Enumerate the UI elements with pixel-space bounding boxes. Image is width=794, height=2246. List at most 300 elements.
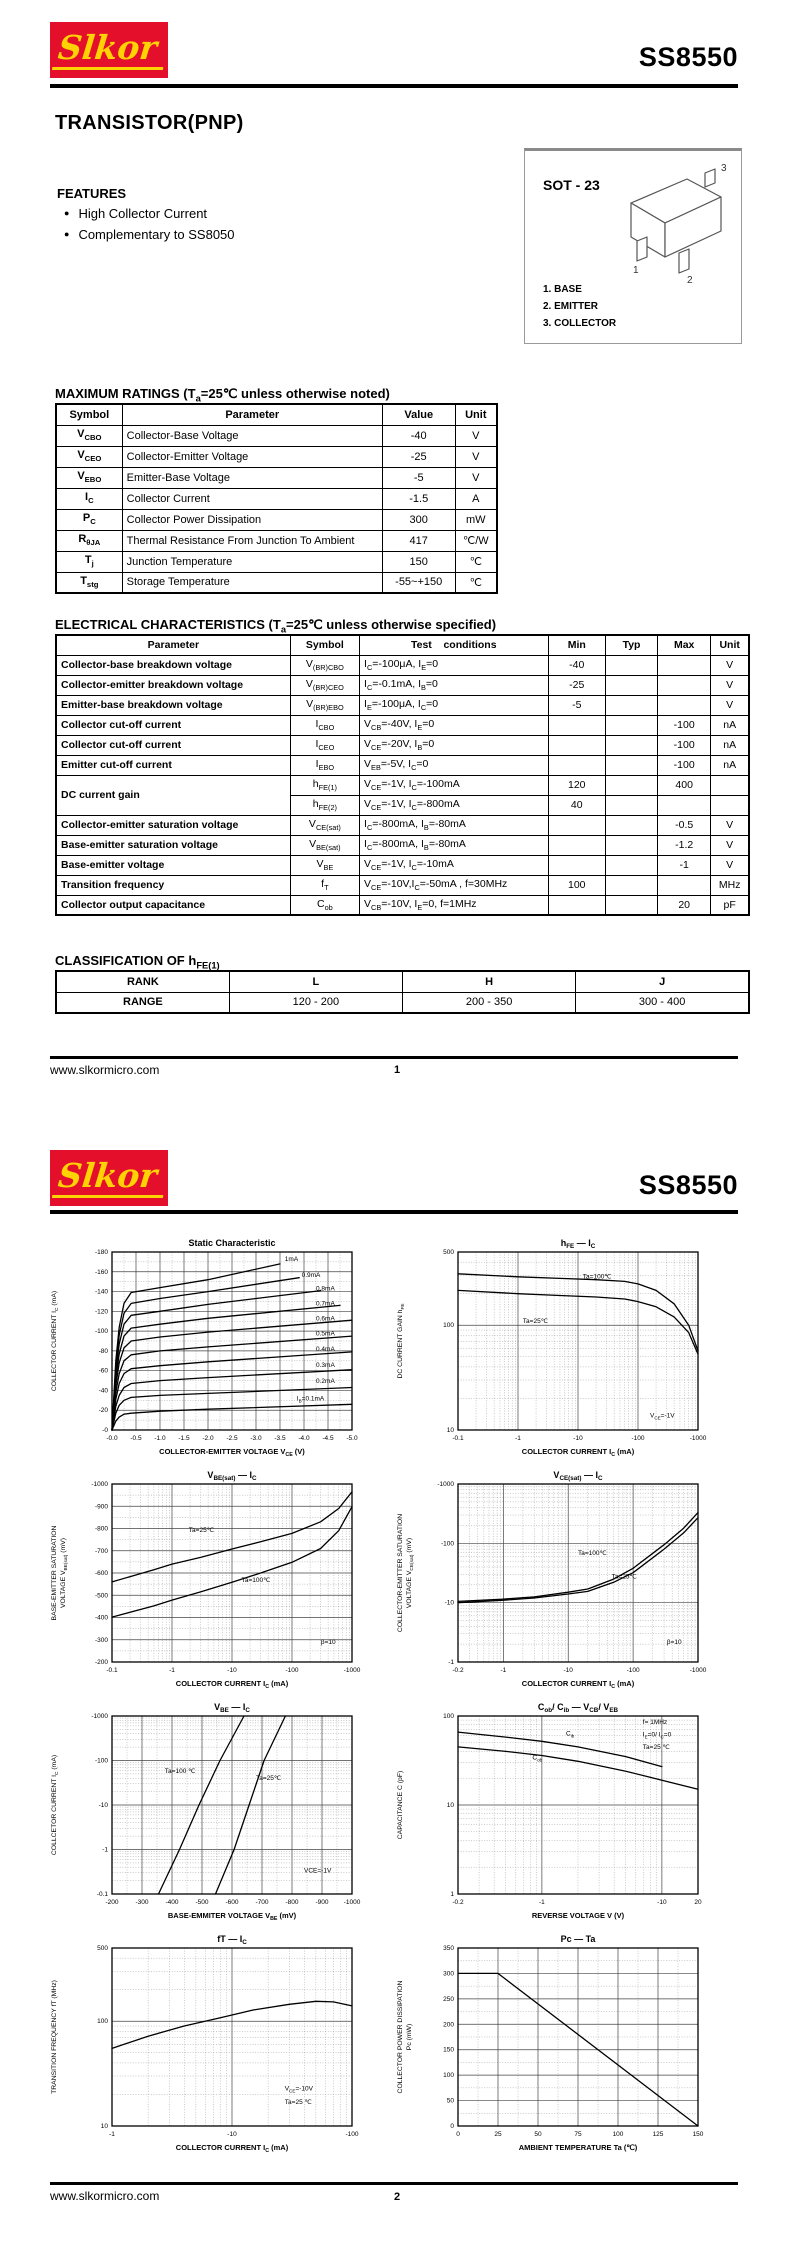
svg-text:-300: -300 — [94, 1636, 108, 1644]
table-row — [56, 655, 749, 675]
svg-text:1mA: 1mA — [284, 1255, 299, 1263]
svg-text:-100: -100 — [94, 1757, 108, 1765]
table-cell: $V_{CEO}$ — [56, 446, 122, 467]
page-number: 1 — [393, 1064, 401, 1076]
svg-text:-4.5: -4.5 — [322, 1435, 334, 1442]
table-cell: $V_{BE(sat)}$ — [290, 835, 359, 855]
table-cell: $I_C=-0.1mA$, $I_B=0$ — [360, 675, 548, 695]
table-row — [56, 835, 749, 855]
table-cell: Collector-Base Voltage — [122, 425, 382, 446]
pin-number-1: 1 — [633, 265, 639, 276]
svg-text:-0.1: -0.1 — [96, 1891, 108, 1898]
table-cell: 150 — [382, 551, 455, 572]
classification-title: CLASSIFICATION OF $h_{FE(1)}$ — [55, 953, 220, 971]
table-cell: $P_C$ — [56, 509, 122, 530]
svg-text:25: 25 — [494, 2131, 502, 2138]
chart-vcesat-ic-svg — [392, 1468, 722, 1698]
svg-text:75: 75 — [574, 2131, 582, 2138]
svg-text:-180: -180 — [94, 1249, 108, 1256]
table-cell: Collector cut-off current — [56, 715, 290, 735]
table-cell: Base-emitter voltage — [56, 855, 290, 875]
svg-text:COLLECTOR-EMITTER VOLTAGE VC: COLLECTOR-EMITTER VOLTAGE $V_{CE}$ (V) — [159, 1447, 305, 1458]
svg-text:50: 50 — [534, 2131, 542, 2138]
svg-text:0: 0 — [450, 2123, 454, 2130]
svg-text:Pc — Ta: Pc — Ta — [560, 1934, 596, 1944]
elec-characteristics-table — [55, 634, 750, 916]
svg-text:β=10: β=10 — [320, 1639, 336, 1647]
slkor-logo — [50, 1150, 168, 1206]
table-cell: -40 — [382, 425, 455, 446]
svg-text:-0.2: -0.2 — [452, 1667, 464, 1674]
footer-url: www.slkormicro.com — [50, 1063, 160, 1077]
table-cell — [658, 795, 711, 815]
feature-text: Complementary to SS8050 — [78, 227, 235, 242]
table-cell: $V_{CE}=-1V$, $I_C=-100mA$ — [360, 775, 548, 795]
table-cell: Collector-emitter breakdown voltage — [56, 675, 290, 695]
sot23-package-drawing — [609, 159, 739, 285]
table-cell: Emitter-base breakdown voltage — [56, 695, 290, 715]
table-cell: $V_{CBO}$ — [56, 425, 122, 446]
table-cell: -25 — [548, 675, 606, 695]
column-header: Unit — [711, 635, 749, 655]
table-row — [56, 530, 497, 551]
table-cell — [711, 795, 749, 815]
svg-text:TRANSITION FREQUENCY fT (M: TRANSITION FREQUENCY fT (MHz) — [51, 1980, 58, 2094]
table-row — [56, 467, 497, 488]
feature-item — [64, 227, 235, 242]
svg-text:BASE-EMITTER SATURATION: BASE-EMITTER SATURATION — [51, 1525, 58, 1621]
table-cell: 120 - 200 — [229, 992, 402, 1013]
svg-text:0.5mA: 0.5mA — [316, 1330, 335, 1338]
svg-text:-500: -500 — [94, 1592, 108, 1600]
svg-text:-160: -160 — [94, 1268, 108, 1276]
chart-static-characteristic-svg — [46, 1236, 376, 1466]
table-cell: nA — [711, 735, 749, 755]
svg-text:-0.0: -0.0 — [106, 1435, 118, 1442]
bullet-icon: ● — [64, 208, 70, 218]
bullet-icon: ● — [64, 229, 70, 239]
svg-text:-3.0: -3.0 — [250, 1435, 262, 1442]
table-cell: MHz — [711, 875, 749, 895]
svg-text:150: 150 — [692, 2131, 704, 2138]
svg-text:-800: -800 — [285, 1899, 299, 1906]
svg-text:-20: -20 — [98, 1407, 108, 1415]
table-cell: Collector-emitter saturation voltage — [56, 815, 290, 835]
svg-text:REVERSE VOLTAGE V (V): REVERSE VOLTAGE V (V) — [531, 1911, 625, 1920]
svg-text:-700: -700 — [255, 1899, 269, 1906]
table-cell: V — [455, 446, 497, 467]
svg-text:-2.0: -2.0 — [202, 1435, 214, 1442]
table-cell: $I_{CEO}$ — [290, 735, 359, 755]
table-cell: $I_{EBO}$ — [290, 755, 359, 775]
svg-text:150: 150 — [443, 2046, 454, 2054]
svg-text:-10: -10 — [227, 2131, 237, 2138]
svg-text:-100: -100 — [440, 1540, 454, 1548]
table-cell: RANGE — [56, 992, 229, 1013]
svg-text:10: 10 — [446, 1802, 454, 1809]
svg-text:Cob/ Cib — VCB/ VEB: $C_{ob}/$ $C_{ib}$ — $V_{CB}/$ $V_{EB}$ — [537, 1702, 619, 1714]
table-cell: 300 - 400 — [576, 992, 749, 1013]
column-header: Symbol — [56, 404, 122, 425]
svg-text:100: 100 — [612, 2131, 624, 2138]
table-cell: $V_{(BR)CBO}$ — [290, 655, 359, 675]
svg-text:300: 300 — [443, 1970, 454, 1978]
table-cell: -5 — [382, 467, 455, 488]
svg-text:hFE — IC: $h_{FE}$ — $I_C$ — [560, 1238, 596, 1250]
svg-text:COLLECTOR POWER DISSIPATION: COLLECTOR POWER DISSIPATION — [397, 1980, 404, 2094]
max-ratings-table — [55, 403, 498, 594]
svg-text:-800: -800 — [94, 1525, 108, 1533]
svg-text:-200: -200 — [105, 1899, 119, 1906]
table-cell — [606, 735, 658, 755]
svg-text:-1.5: -1.5 — [178, 1435, 190, 1442]
svg-text:0.3mA: 0.3mA — [316, 1361, 335, 1369]
table-cell: $I_E=-100\mu A$, $I_C=0$ — [360, 695, 548, 715]
column-header: Value — [382, 404, 455, 425]
table-row — [56, 715, 749, 735]
svg-text:50: 50 — [446, 2097, 454, 2105]
table-cell: Collector cut-off current — [56, 735, 290, 755]
svg-text:-1000: -1000 — [91, 1481, 108, 1488]
pin-label: 1. BASE — [543, 284, 582, 295]
table-cell — [606, 675, 658, 695]
svg-text:0: 0 — [456, 2131, 460, 2138]
table-cell: $V_{BE}$ — [290, 855, 359, 875]
table-cell — [548, 715, 606, 735]
table-cell: -5 — [548, 695, 606, 715]
table-cell — [658, 875, 711, 895]
table-cell: $C_{ob}$ — [290, 895, 359, 915]
table-cell: Emitter-Base Voltage — [122, 467, 382, 488]
svg-text:-0.2: -0.2 — [452, 1899, 464, 1906]
table-cell: Junction Temperature — [122, 551, 382, 572]
svg-text:Static Characteristic: Static Characteristic — [188, 1238, 276, 1248]
svg-text:0.6mA: 0.6mA — [316, 1315, 335, 1323]
column-header: RANK — [56, 971, 229, 992]
table-cell: V — [711, 695, 749, 715]
features-heading: FEATURES — [57, 186, 127, 201]
table-cell — [606, 775, 658, 795]
svg-text:-1: -1 — [448, 1659, 454, 1666]
svg-text:100: 100 — [443, 1713, 454, 1720]
table-cell — [658, 655, 711, 675]
svg-text:Ta=100℃: Ta=100℃ — [578, 1550, 607, 1558]
table-cell: Thermal Resistance From Junction To Ambient — [122, 530, 382, 551]
svg-text:-1: -1 — [500, 1667, 507, 1674]
svg-text:0.2mA: 0.2mA — [316, 1377, 335, 1385]
svg-text:125: 125 — [652, 2131, 664, 2138]
table-cell: V — [711, 835, 749, 855]
table-row — [56, 775, 749, 795]
svg-text:Ta=25℃: Ta=25℃ — [522, 1318, 549, 1326]
svg-text:0.8mA: 0.8mA — [316, 1285, 335, 1293]
table-cell: ℃/W — [455, 530, 497, 551]
table-cell: $R_{\theta JA}$ — [56, 530, 122, 551]
table-cell: $I_C=-100\mu A$, $I_E=0$ — [360, 655, 548, 675]
column-header: Typ — [606, 635, 658, 655]
svg-text:10: 10 — [100, 2123, 108, 2130]
column-header: Max — [658, 635, 711, 655]
table-cell: V — [455, 425, 497, 446]
table-cell: Collector-Emitter Voltage — [122, 446, 382, 467]
svg-text:Ta=25 ℃: Ta=25 ℃ — [284, 2098, 312, 2106]
svg-text:-600: -600 — [94, 1570, 108, 1577]
svg-text:-1000: -1000 — [689, 1667, 707, 1674]
table-cell: -1.2 — [658, 835, 711, 855]
part-number: SS8550 — [638, 1170, 738, 1200]
svg-text:250: 250 — [443, 1995, 454, 2003]
pin-number-2: 2 — [687, 275, 693, 285]
doc-title: TRANSISTOR(PNP) — [55, 112, 244, 134]
table-cell: 120 — [548, 775, 606, 795]
package-name: SOT - 23 — [543, 177, 600, 193]
svg-text:VCE=-1V: VCE=-1V — [304, 1867, 332, 1875]
chart-vbesat-ic-svg — [46, 1468, 376, 1698]
svg-text:VOLTAGE VBE(sat) (mV): VOLTAGE $V_{BE(sat)}$ (mV) — [60, 1538, 69, 1608]
svg-text:100: 100 — [97, 2018, 108, 2026]
footer-rule — [50, 1056, 738, 1059]
table-cell: V — [455, 467, 497, 488]
svg-text:Cob: $C_{ob}$ — [532, 1754, 543, 1763]
table-cell — [606, 875, 658, 895]
svg-text:1: 1 — [450, 1891, 454, 1898]
svg-text:-1: -1 — [515, 1435, 521, 1442]
table-cell: Collector Current — [122, 488, 382, 509]
chart-ft-vs-ic — [46, 1932, 376, 2162]
table-cell: nA — [711, 755, 749, 775]
table-cell: $I_C$ — [56, 488, 122, 509]
svg-text:-0: -0 — [102, 1427, 108, 1434]
pin-list — [543, 281, 616, 332]
table-cell — [548, 855, 606, 875]
table-row — [56, 551, 497, 572]
table-cell — [606, 715, 658, 735]
svg-text:-10: -10 — [563, 1667, 573, 1674]
chart-vbe-vs-ic — [46, 1700, 376, 1930]
svg-text:-1: -1 — [169, 1667, 175, 1674]
table-cell: Collector Power Dissipation — [122, 509, 382, 530]
svg-text:-1: -1 — [538, 1899, 545, 1906]
column-header: H — [403, 971, 576, 992]
svg-text:100: 100 — [443, 2072, 454, 2080]
table-cell — [606, 855, 658, 875]
svg-text:VBE — IC: $V_{BE}$ — $I_C$ — [214, 1702, 250, 1714]
svg-text:-500: -500 — [195, 1899, 209, 1906]
table-cell: $T_{stg}$ — [56, 572, 122, 593]
brand-text: Slkor — [52, 1159, 167, 1198]
header-rule — [50, 1210, 738, 1214]
svg-text:-300: -300 — [135, 1899, 149, 1906]
table-cell: Transition frequency — [56, 875, 290, 895]
table-cell — [606, 835, 658, 855]
table-row — [56, 815, 749, 835]
table-cell: Collector-base breakdown voltage — [56, 655, 290, 675]
svg-text:-60: -60 — [98, 1367, 108, 1375]
classification-table — [55, 970, 750, 1014]
table-header-row — [56, 635, 749, 655]
table-cell: 100 — [548, 875, 606, 895]
svg-text:-1000: -1000 — [437, 1481, 454, 1488]
pin-label: 2. EMITTER — [543, 301, 599, 312]
table-cell: 200 - 350 — [403, 992, 576, 1013]
table-cell: A — [455, 488, 497, 509]
table-cell: 417 — [382, 530, 455, 551]
svg-text:COLLECTOR CURRENT IC (mA): COLLECTOR CURRENT $I_C$ (mA) — [51, 1290, 60, 1392]
svg-text:-3.5: -3.5 — [274, 1435, 286, 1442]
table-cell — [711, 775, 749, 795]
table-row — [56, 572, 497, 593]
column-header: L — [229, 971, 402, 992]
table-cell — [548, 895, 606, 915]
table-cell — [606, 655, 658, 675]
svg-text:0.7mA: 0.7mA — [316, 1300, 335, 1308]
table-row — [56, 425, 497, 446]
table-cell: nA — [711, 715, 749, 735]
table-cell: Storage Temperature — [122, 572, 382, 593]
table-row — [56, 446, 497, 467]
table-cell: 20 — [658, 895, 711, 915]
svg-text:-0.1: -0.1 — [106, 1667, 118, 1674]
svg-text:-900: -900 — [315, 1899, 329, 1906]
svg-text:-80: -80 — [98, 1347, 108, 1355]
column-header: Unit — [455, 404, 497, 425]
svg-text:Ta=25℃: Ta=25℃ — [256, 1775, 282, 1783]
svg-text:100: 100 — [443, 1322, 454, 1330]
svg-text:COLLECTOR CURRENT IC (mA): COLLECTOR CURRENT $I_C$ (mA) — [521, 1447, 635, 1458]
chart-hfe-ic-svg — [392, 1236, 722, 1466]
svg-text:-400: -400 — [94, 1614, 108, 1622]
chart-static-characteristic — [46, 1236, 376, 1466]
svg-text:Ta=100℃: Ta=100℃ — [582, 1273, 612, 1281]
chart-cob-cib-svg — [392, 1700, 722, 1930]
table-cell: $V_{CE}=-20V$, $I_B=0$ — [360, 735, 548, 755]
table-row — [56, 992, 749, 1013]
table-cell: $V_{CB}=-10V$, $I_E=0$, f=1MHz — [360, 895, 548, 915]
svg-text:BASE-EMMITER VOLTAGE VBE (: BASE-EMMITER VOLTAGE $V_{BE}$ (mV) — [167, 1911, 297, 1922]
table-cell: pF — [711, 895, 749, 915]
svg-text:-100: -100 — [285, 1667, 299, 1674]
table-header-row — [56, 404, 497, 425]
table-row — [56, 855, 749, 875]
pin-number-3: 3 — [721, 163, 727, 174]
table-cell: $I_{CBO}$ — [290, 715, 359, 735]
svg-text:-100: -100 — [631, 1435, 645, 1442]
svg-text:-10: -10 — [573, 1435, 583, 1442]
table-cell — [548, 815, 606, 835]
svg-text:-600: -600 — [225, 1899, 239, 1906]
svg-text:0.4mA: 0.4mA — [316, 1345, 335, 1353]
svg-text:10: 10 — [446, 1427, 454, 1434]
table-cell: $V_{EBO}$ — [56, 467, 122, 488]
svg-text:IE=0/ IC=0: $I_E=0/$ $I_C=0$ — [642, 1731, 672, 1740]
chart-vbesat-vs-ic — [46, 1468, 376, 1698]
table-row — [56, 488, 497, 509]
column-header: Min — [548, 635, 606, 655]
page-number: 2 — [393, 2191, 401, 2203]
svg-text:500: 500 — [97, 1945, 108, 1952]
svg-text:-700: -700 — [94, 1547, 108, 1555]
table-cell: $V_{CE}=-1V$, $I_C=-800mA$ — [360, 795, 548, 815]
table-cell: V — [711, 855, 749, 875]
slkor-logo — [50, 22, 168, 78]
table-cell: V — [711, 815, 749, 835]
svg-text:VCE=-10V: $V_{CE}=-10V$ — [284, 2085, 314, 2094]
table-cell: $V_{CE}=-1V$, $I_C=-10mA$ — [360, 855, 548, 875]
svg-text:200: 200 — [443, 2021, 454, 2029]
table-cell — [606, 695, 658, 715]
table-cell: -25 — [382, 446, 455, 467]
table-cell: Emitter cut-off current — [56, 755, 290, 775]
svg-text:-10: -10 — [657, 1899, 667, 1906]
table-cell: $V_{CB}=-40V$, $I_E=0$ — [360, 715, 548, 735]
table-row — [56, 755, 749, 775]
table-row — [56, 675, 749, 695]
table-row — [56, 895, 749, 915]
max-ratings-title: MAXIMUM RATINGS ($T_a=25℃$ unless otherwise noted) — [55, 386, 390, 404]
table-cell: V — [711, 675, 749, 695]
table-header-row — [56, 971, 749, 992]
table-row — [56, 509, 497, 530]
svg-text:-1000: -1000 — [91, 1713, 108, 1720]
table-cell: Collector output capacitance — [56, 895, 290, 915]
table-cell — [658, 675, 711, 695]
column-header: Parameter — [56, 635, 290, 655]
table-cell — [548, 835, 606, 855]
svg-text:COLLECTOR CURRENT IC (mA): COLLECTOR CURRENT $I_C$ (mA) — [175, 1679, 289, 1690]
table-cell: $h_{FE(1)}$ — [290, 775, 359, 795]
chart-pc-ta-svg — [392, 1932, 722, 2162]
table-cell: ℃ — [455, 572, 497, 593]
table-cell: -100 — [658, 735, 711, 755]
chart-vbe-ic-svg — [46, 1700, 376, 1930]
table-cell — [606, 755, 658, 775]
svg-text:-200: -200 — [94, 1659, 108, 1666]
svg-text:VCE(sat) — IC: $V_{CE(sat)}$ — $I_C$ — [553, 1470, 603, 1482]
svg-text:β=10: β=10 — [666, 1639, 682, 1647]
chart-vcesat-vs-ic — [392, 1468, 722, 1698]
table-cell: -55~+150 — [382, 572, 455, 593]
table-cell: $f_T$ — [290, 875, 359, 895]
svg-text:-900: -900 — [94, 1503, 108, 1511]
chart-cob-cib-vs-voltage — [392, 1700, 722, 1930]
svg-text:-1: -1 — [109, 2131, 115, 2138]
pin-label: 3. COLLECTOR — [543, 318, 617, 329]
svg-text:Ta=25℃: Ta=25℃ — [188, 1527, 215, 1535]
svg-text:fT — IC: fT — $I_C$ — [217, 1934, 247, 1946]
table-cell: $I_C=-800mA$, $I_B=-80mA$ — [360, 815, 548, 835]
svg-text:-1000: -1000 — [343, 1899, 361, 1906]
table-cell: -1.5 — [382, 488, 455, 509]
svg-text:-1000: -1000 — [343, 1667, 361, 1674]
table-cell: $h_{FE(2)}$ — [290, 795, 359, 815]
package-outline-box — [524, 148, 742, 344]
table-cell: -40 — [548, 655, 606, 675]
table-cell: Base-emitter saturation voltage — [56, 835, 290, 855]
svg-text:Cib: $C_{ib}$ — [566, 1730, 575, 1739]
svg-text:Ta=25 ℃: Ta=25 ℃ — [642, 1743, 670, 1751]
table-cell: $V_{CE(sat)}$ — [290, 815, 359, 835]
svg-text:-4.0: -4.0 — [298, 1435, 310, 1442]
svg-text:Ta=100 ℃: Ta=100 ℃ — [164, 1767, 196, 1775]
svg-text:COLLCETOR CURRENT IC (mA): COLLCETOR CURRENT $I_C$ (mA) — [51, 1754, 60, 1856]
svg-text:-140: -140 — [94, 1288, 108, 1296]
svg-text:DC CURRENT GAIN hFE: DC CURRENT GAIN $h_{FE}$ — [397, 1303, 406, 1379]
svg-text:-100: -100 — [626, 1667, 640, 1674]
table-cell: $V_{(BR)EBO}$ — [290, 695, 359, 715]
svg-text:CAPACITANCE C (pF): CAPACITANCE C (pF) — [397, 1770, 404, 1840]
svg-text:-1000: -1000 — [689, 1435, 707, 1442]
svg-text:AMBIENT TEMPERATURE Ta (℃): AMBIENT TEMPERATURE Ta (℃) — [518, 2143, 638, 2152]
